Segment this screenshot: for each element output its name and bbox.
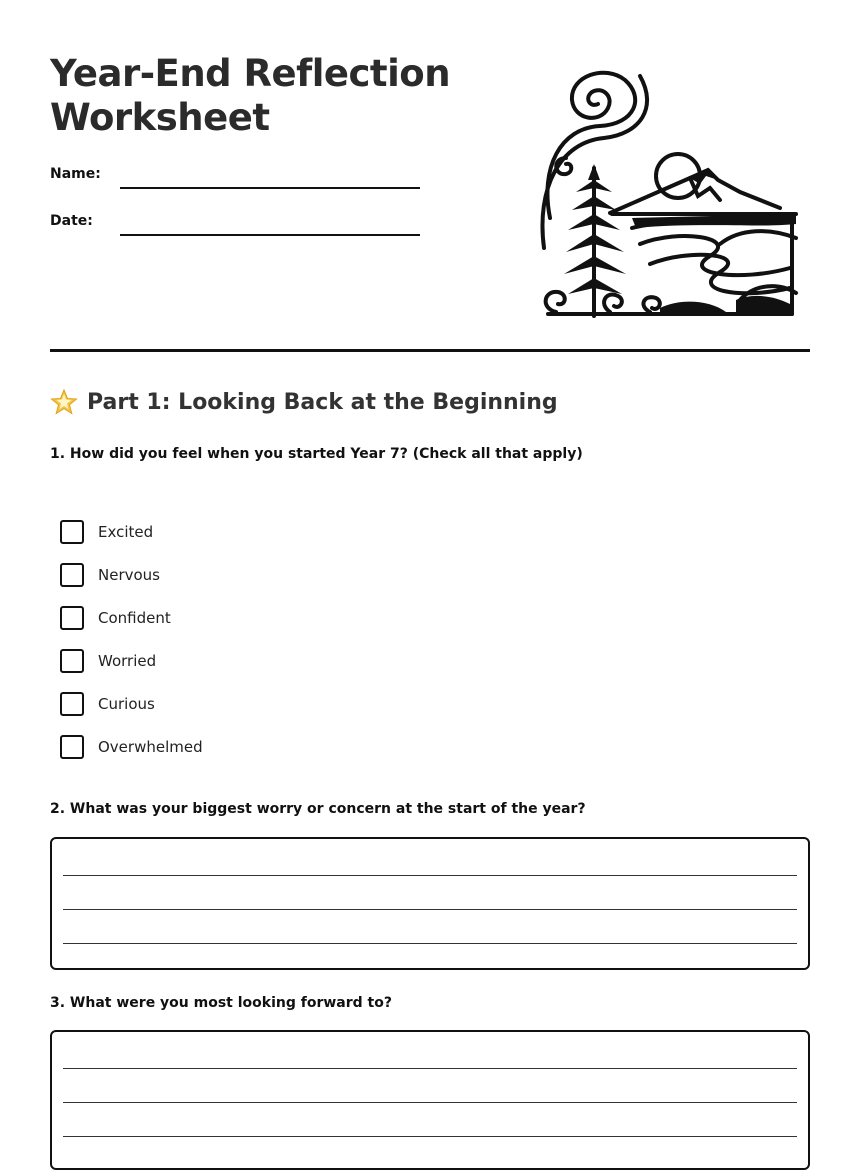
checkbox[interactable]: [60, 692, 84, 716]
checklist-item-nervous[interactable]: [60, 553, 203, 596]
checkbox-label: Confident: [98, 608, 171, 627]
checklist-item-excited[interactable]: [60, 510, 203, 553]
checkbox[interactable]: [60, 520, 84, 544]
checkbox[interactable]: [60, 649, 84, 673]
checkbox-label: Excited: [98, 522, 154, 541]
feelings-checklist: [60, 510, 203, 768]
worksheet-title: Year-End Reflection Worksheet: [50, 52, 451, 139]
checklist-item-curious[interactable]: [60, 682, 203, 725]
star-icon: [50, 388, 78, 416]
date-label: Date:: [50, 213, 93, 229]
writing-line: [63, 1068, 797, 1069]
checkbox-label: Nervous: [98, 565, 160, 584]
part1-title: Part 1: Looking Back at the Beginning: [87, 389, 558, 415]
checkbox[interactable]: [60, 606, 84, 630]
writing-line: [63, 875, 797, 876]
question-1: 1. How did you feel when you started Year 7? (Check all that apply): [50, 446, 583, 462]
checkbox[interactable]: [60, 735, 84, 759]
name-field[interactable]: [120, 187, 420, 189]
checklist-item-confident[interactable]: [60, 596, 203, 639]
date-field[interactable]: [120, 234, 420, 236]
koru-landscape-illustration-icon: [540, 68, 800, 320]
checkbox-label: Curious: [98, 694, 155, 713]
checklist-item-overwhelmed[interactable]: [60, 725, 203, 768]
writing-line: [63, 1102, 797, 1103]
answer-box-question-3[interactable]: [50, 1030, 810, 1170]
checklist-item-worried[interactable]: [60, 639, 203, 682]
question-3: 3. What were you most looking forward to?: [50, 995, 392, 1011]
checkbox[interactable]: [60, 563, 84, 587]
writing-line: [63, 909, 797, 910]
checkbox-label: Overwhelmed: [98, 737, 203, 756]
answer-box-question-2[interactable]: [50, 837, 810, 970]
writing-line: [63, 1136, 797, 1137]
question-2: 2. What was your biggest worry or concern at the start of the year?: [50, 801, 586, 817]
checkbox-label: Worried: [98, 651, 157, 670]
writing-line: [63, 943, 797, 944]
name-label: Name:: [50, 166, 101, 182]
header-divider: [50, 349, 810, 352]
part1-heading: [50, 388, 558, 416]
